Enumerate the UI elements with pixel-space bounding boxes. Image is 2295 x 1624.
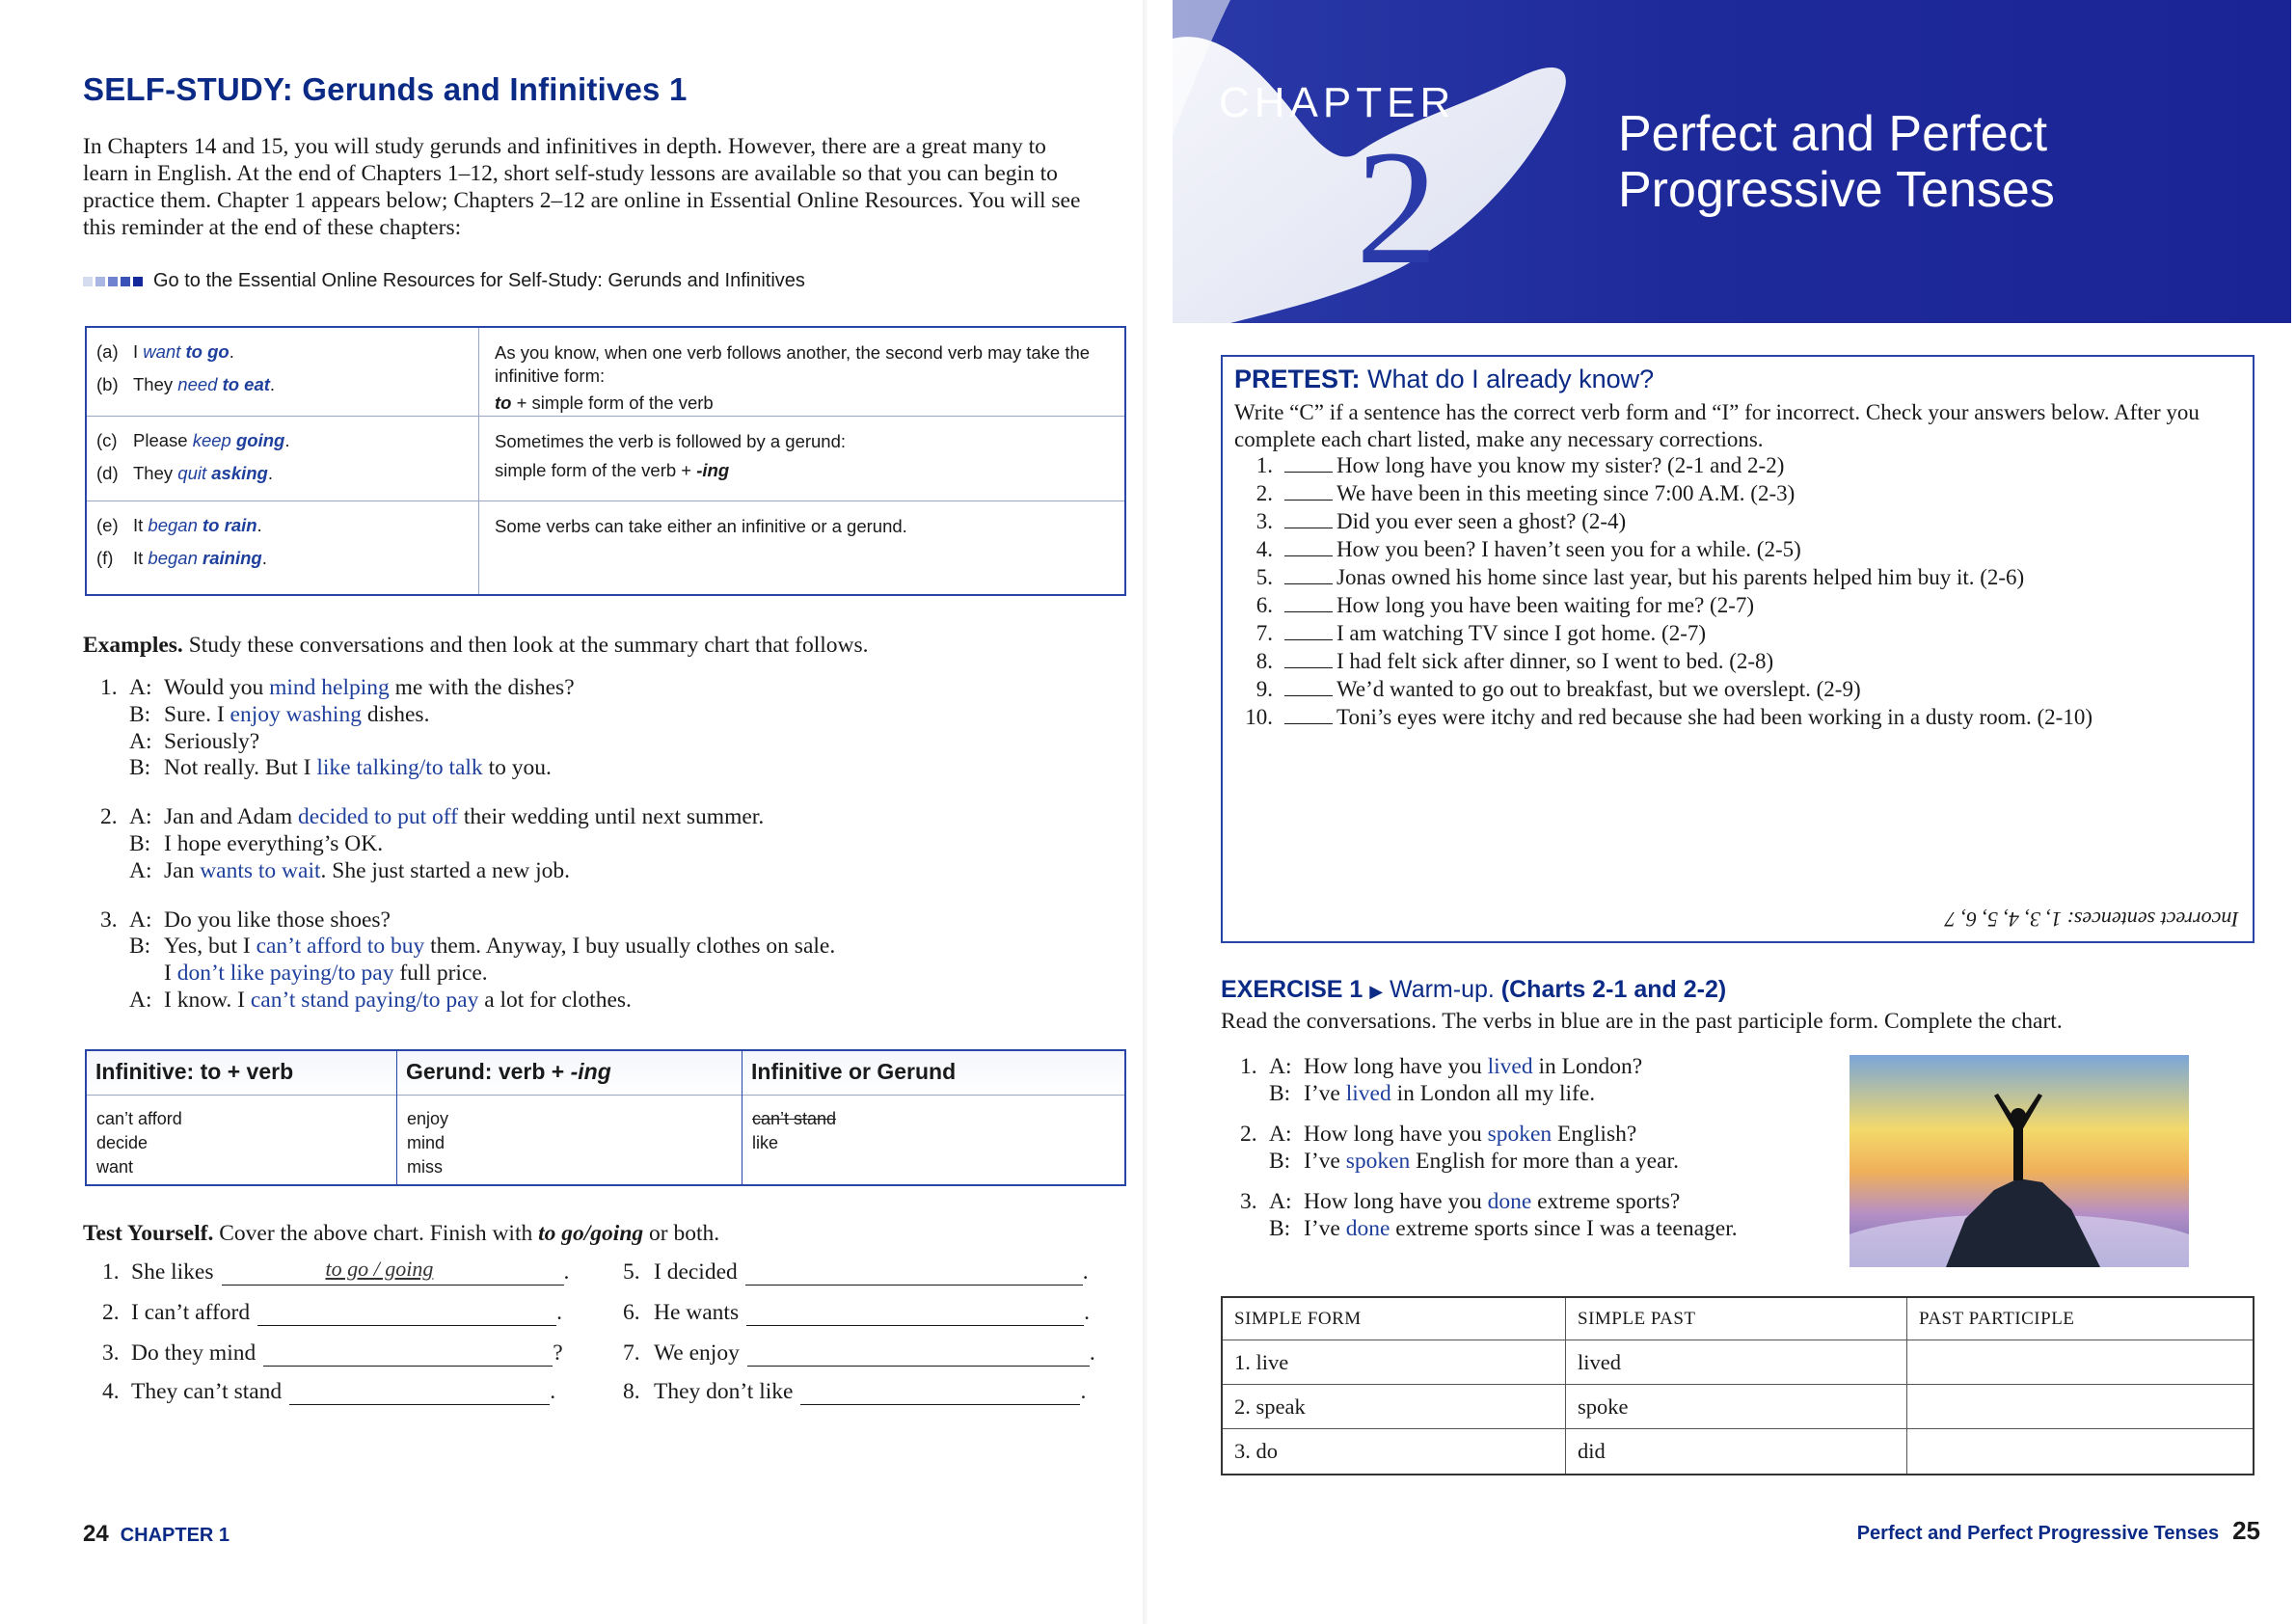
conversation-line: B: Sure. I enjoy washing dishes. <box>129 701 430 727</box>
answer-blank[interactable] <box>1284 667 1333 668</box>
answer-blank[interactable] <box>263 1341 553 1367</box>
chart-row <box>87 501 1124 594</box>
conversation <box>100 907 835 1015</box>
exercise-intro: Read the conversations. The verbs in blue are in the past participle form. Complete the chart. <box>1221 1009 2063 1034</box>
chapter-label: CHAPTER 1 <box>120 1525 230 1546</box>
table-row: 3. do did <box>1223 1429 2253 1474</box>
pretest-item: 4. How you been? I haven’t seen you for a while. (2-5) <box>1256 537 1801 561</box>
answer-blank[interactable] <box>1284 583 1333 584</box>
test-item: 5. I decided . <box>623 1259 1089 1285</box>
chart-row <box>87 417 1124 501</box>
answer-blank[interactable] <box>1284 611 1333 612</box>
answer-blank[interactable] <box>289 1380 550 1405</box>
conversation <box>1240 1121 1738 1175</box>
pretest-item: 5. Jonas owned his home since last year, but his parents helped him buy it. (2-6) <box>1256 565 2025 589</box>
answer-blank[interactable] <box>747 1341 1090 1367</box>
either-column: Infinitive or Gerund can’t stand like <box>742 1051 1124 1184</box>
conversation-line: I don’t like paying/to pay full price. <box>164 961 488 987</box>
answer-blank[interactable] <box>746 1301 1084 1326</box>
conversation <box>100 675 835 782</box>
past-participle-input[interactable] <box>1907 1340 2253 1384</box>
chapter-title: Perfect and Perfect Progressive Tenses <box>1618 106 2055 218</box>
chart-note: As you know, when one verb follows another, the second verb may take the infinitive form: to + simple form of the verb <box>495 342 1091 413</box>
conversation-line: A: I know. I can’t stand paying/to pay a lot for clothes. <box>129 987 632 1013</box>
chart-note: Some verbs can take either an infinitive or a gerund. <box>495 516 907 536</box>
example-conversations <box>100 675 835 1037</box>
exercise-conversations <box>1240 1053 1738 1256</box>
chart-example: (a) I want to go. <box>96 341 234 362</box>
conversation-line: 3. A: Do you like those shoes? <box>100 907 391 933</box>
answer-blank[interactable] <box>800 1380 1080 1405</box>
page-number: 24 <box>83 1521 109 1547</box>
conversation-line: A: Seriously? <box>129 728 260 754</box>
table-row: 2. speak spoke <box>1223 1385 2253 1429</box>
chapter-banner <box>1173 0 2291 323</box>
answer-blank[interactable] <box>1284 695 1333 696</box>
conversation-line: 1. A: Would you mind helping me with the dishes? <box>100 675 575 700</box>
chapter-number: 2 <box>1356 117 1438 298</box>
test-item: 4. They can’t stand . <box>102 1379 556 1404</box>
chapter-word: CHAPTER <box>1219 79 1456 126</box>
chart-example: (f) It began raining. <box>96 548 267 568</box>
answer-blank[interactable] <box>1284 472 1333 473</box>
pretest-box <box>1221 355 2254 943</box>
conversation-line: B: I’ve spoken English for more than a year. <box>1269 1149 1679 1174</box>
left-footer <box>83 1521 230 1548</box>
chart-note: Sometimes the verb is followed by a gerund: simple form of the verb + -ing <box>495 431 847 480</box>
chart-row <box>87 328 1124 417</box>
answer-blank[interactable] <box>745 1260 1083 1286</box>
answer-blank[interactable] <box>1284 555 1333 556</box>
test-item: 3. Do they mind ? <box>102 1340 563 1366</box>
page-number: 25 <box>2232 1516 2260 1545</box>
conversation-line: B: Yes, but I can’t afford to buy them. Anyway, I buy usually clothes on sale. <box>129 934 836 960</box>
test-item: 6. He wants . <box>623 1300 1090 1325</box>
conversation-line: 2. A: Jan and Adam decided to put off their wedding until next summer. <box>100 804 765 830</box>
infinitive-column: Infinitive: to + verb can’t afford decide want <box>87 1051 397 1184</box>
summary-chart <box>85 1049 1126 1186</box>
gerund-column: Gerund: verb + -ing enjoy mind miss <box>397 1051 742 1184</box>
conversation-line: B: I hope everything’s OK. <box>129 830 384 856</box>
chart-example: (e) It began to rain. <box>96 515 262 535</box>
test-item: 1. She likes to go / going . <box>102 1257 570 1285</box>
pretest-item: 7. I am watching TV since I got home. (2-7) <box>1256 621 1707 645</box>
pretest-item: 3. Did you ever seen a ghost? (2-4) <box>1256 509 1627 533</box>
pretest-item: 2. We have been in this meeting since 7:00 A.M. (2-3) <box>1256 481 1796 505</box>
pretest-item: 10. Toni’s eyes were itchy and red because she had been working in a dusty room. (2-10) <box>1245 705 2092 729</box>
conversation <box>1240 1188 1738 1242</box>
conversation-line: 2. A: How long have you spoken English? <box>1240 1122 1637 1147</box>
pretest-item: 1. How long have you know my sister? (2-1 and 2-2) <box>1256 453 1785 477</box>
right-footer <box>1857 1516 2260 1546</box>
right-page <box>1148 0 2295 1624</box>
footer-title: Perfect and Perfect Progressive Tenses <box>1856 1523 2220 1544</box>
pretest-title: PRETEST: What do I already know? <box>1234 365 1655 393</box>
past-participle-input[interactable] <box>1907 1385 2253 1428</box>
answer-blank[interactable]: to go / going <box>222 1260 564 1286</box>
conversation-line: B: I’ve lived in London all my life. <box>1269 1081 1596 1106</box>
gerund-infinitive-chart <box>85 326 1126 596</box>
test-item: 7. We enjoy . <box>623 1340 1095 1366</box>
incorrect-answers-note: Incorrect sentences: 1, 3, 4, 5, 6, 7 <box>1945 907 2239 932</box>
conversation-line: B: Not really. But I like talking/to talk to you. <box>129 755 552 781</box>
blue-squares-icon <box>83 270 146 292</box>
test-item: 2. I can’t afford . <box>102 1300 562 1325</box>
chart-example: (b) They need to eat. <box>96 374 276 394</box>
answer-blank[interactable] <box>1284 723 1333 724</box>
conversation-line: B: I’ve done extreme sports since I was a teenager. <box>1269 1216 1738 1241</box>
pretest-item: 8. I had felt sick after dinner, so I went to bed. (2-8) <box>1256 649 1774 673</box>
pretest-intro: Write “C” if a sentence has the correct verb form and “I” for incorrect. Check your answers below. After you complete each chart listed, make any necessary corrections. <box>1234 400 2200 451</box>
past-participle-input[interactable] <box>1907 1429 2253 1474</box>
mountain-summit-photo <box>1850 1055 2189 1267</box>
answer-blank[interactable] <box>257 1301 556 1326</box>
answer-blank[interactable] <box>1284 500 1333 501</box>
examples-heading: Examples. Study these conversations and then look at the summary chart that follows. <box>83 633 869 658</box>
conversation-line: 3. A: How long have you done extreme sports? <box>1240 1189 1681 1214</box>
conversation <box>100 804 835 884</box>
self-study-intro: In Chapters 14 and 15, you will study gerunds and infinitives in depth. However, there are a great many to learn in English. At the end of Chapters 1–12, short self-study lessons are available so that you can begin to practice them. Chapter 1 appears below; Chapters 2–12 are online in Essential Online Resources. You will see this reminder at the end of these chapters: <box>83 134 1081 240</box>
verb-forms-table <box>1221 1296 2254 1475</box>
online-resources-reminder: Go to the Essential Online Resources for Self-Study: Gerunds and Infinitives <box>83 270 805 292</box>
self-study-title: SELF-STUDY: Gerunds and Infinitives 1 <box>83 71 688 107</box>
conversation-line: A: Jan wants to wait. She just started a new job. <box>129 857 570 883</box>
test-item: 8. They don’t like . <box>623 1379 1087 1404</box>
answer-blank[interactable] <box>1284 639 1333 640</box>
pretest-item: 9. We’d wanted to go out to breakfast, but we overslept. (2-9) <box>1256 677 1861 701</box>
conversation <box>1240 1053 1738 1107</box>
pretest-item: 6. How long you have been waiting for me? (2-7) <box>1256 593 1755 617</box>
chart-example: (c) Please keep going. <box>96 430 290 450</box>
conversation-line: 1. A: How long have you lived in London? <box>1240 1054 1643 1079</box>
table-row: 1. live lived <box>1223 1340 2253 1385</box>
test-yourself-heading: Test Yourself. Cover the above chart. Finish with to go/going or both. <box>83 1221 720 1246</box>
chart-example: (d) They quit asking. <box>96 463 273 483</box>
table-header-row: SIMPLE FORM SIMPLE PAST PAST PARTICIPLE <box>1223 1298 2253 1340</box>
exercise-heading: EXERCISE 1 ▶ Warm-up. (Charts 2-1 and 2-2) <box>1221 976 1727 1003</box>
